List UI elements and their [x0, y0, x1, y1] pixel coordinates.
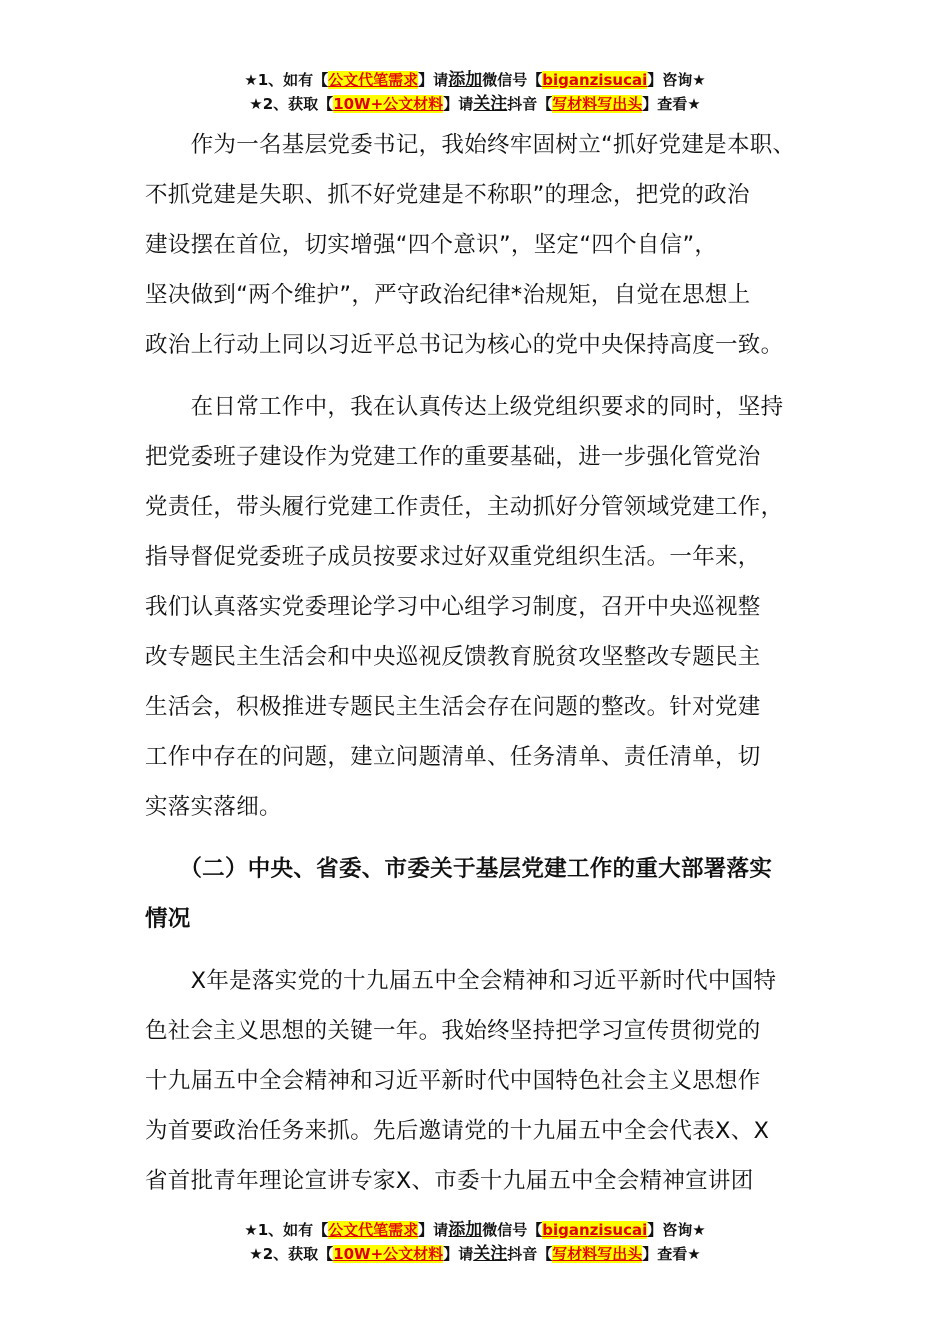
- banner-text: 微信号【: [482, 1221, 543, 1239]
- text-line: 省首批青年理论宣讲专家X、市委十九届五中全会精神宣讲团: [145, 1168, 754, 1194]
- banner-text: 】咨询★: [647, 71, 706, 89]
- banner-text: 】请: [418, 1221, 449, 1239]
- paragraph: [145, 956, 815, 1206]
- banner-highlight: 公文代笔需求: [328, 71, 419, 89]
- header-banner: [0, 68, 950, 116]
- banner-text: ★1、如有【: [244, 1221, 329, 1239]
- banner-text: 】请: [443, 1245, 474, 1263]
- text-line: 党责任，带头履行党建工作责任，主动抓好分管领域党建工作，: [145, 494, 784, 520]
- text-line: 实落实落细。: [145, 794, 282, 820]
- text-line: 把党委班子建设作为党建工作的重要基础，进一步强化管党治: [145, 444, 761, 470]
- paragraph: [145, 382, 815, 832]
- banner-highlight: biganzisucai: [542, 1221, 648, 1239]
- text-line: X年是落实党的十九届五中全会精神和习近平新时代中国特: [145, 968, 777, 994]
- text-line: 改专题民主生活会和中央巡视反馈教育脱贫攻坚整改专题民主: [145, 644, 761, 670]
- text-line: 色社会主义思想的关键一年。我始终坚持把学习宣传贯彻党的: [145, 1018, 761, 1044]
- banner-highlight: 写材料写出头: [552, 1245, 643, 1263]
- banner-emphasis: 关注: [473, 1244, 508, 1264]
- banner-highlight: 写材料写出头: [552, 95, 643, 113]
- banner-text: 】请: [418, 71, 449, 89]
- banner-line-2: [0, 92, 950, 116]
- banner-line-2: [0, 1242, 950, 1266]
- footer-banner: [0, 1218, 950, 1266]
- paragraph: [145, 120, 815, 370]
- text-line: 政治上行动上同以习近平总书记为核心的党中央保持高度一致。: [145, 332, 784, 358]
- banner-text: ★1、如有【: [244, 71, 329, 89]
- banner-line-1: [0, 68, 950, 92]
- banner-emphasis: 添加: [448, 1220, 483, 1240]
- text-line: 不抓党建是失职、抓不好党建是不称职”的理念，把党的政治: [145, 182, 750, 208]
- banner-text: 抖音【: [507, 95, 553, 113]
- text-line: 工作中存在的问题，建立问题清单、任务清单、责任清单，切: [145, 744, 761, 770]
- paragraph-spacing: [145, 832, 815, 844]
- banner-text: ★2、获取【: [249, 95, 334, 113]
- banner-emphasis: 添加: [448, 70, 483, 90]
- banner-highlight: 10W+公文材料: [333, 1245, 444, 1263]
- banner-line-1: [0, 1218, 950, 1242]
- text-line: 为首要政治任务来抓。先后邀请党的十九届五中全会代表X、X: [145, 1118, 770, 1144]
- banner-highlight: 公文代笔需求: [328, 1221, 419, 1239]
- banner-text: 】查看★: [642, 1245, 701, 1263]
- text-line: 在日常工作中，我在认真传达上级党组织要求的同时，坚持: [145, 394, 784, 420]
- paragraph-spacing: [145, 944, 815, 956]
- text-line: 十九届五中全会精神和习近平新时代中国特色社会主义思想作: [145, 1068, 761, 1094]
- text-line: 建设摆在首位，切实增强“四个意识”，坚定“四个自信”，: [145, 232, 718, 258]
- banner-text: 】请: [443, 95, 474, 113]
- banner-highlight: biganzisucai: [542, 71, 648, 89]
- banner-text: 抖音【: [507, 1245, 553, 1263]
- text-line: 坚决做到“两个维护”，严守政治纪律*治规矩，自觉在思想上: [145, 282, 751, 308]
- banner-text: 】咨询★: [647, 1221, 706, 1239]
- paragraph-spacing: [145, 370, 815, 382]
- text-line: 指导督促党委班子成员按要求过好双重党组织生活。一年来，: [145, 544, 761, 570]
- text-line: （二）中央、省委、市委关于基层党建工作的重大部署落实: [145, 856, 773, 882]
- banner-text: ★2、获取【: [249, 1245, 334, 1263]
- banner-text: 】查看★: [642, 95, 701, 113]
- text-line: 情况: [145, 906, 191, 932]
- banner-text: 微信号【: [482, 71, 543, 89]
- section-heading: [145, 844, 815, 944]
- text-line: 我们认真落实党委理论学习中心组学习制度，召开中央巡视整: [145, 594, 761, 620]
- banner-emphasis: 关注: [473, 94, 508, 114]
- document-body: [145, 120, 815, 1206]
- text-line: 生活会，积极推进专题民主生活会存在问题的整改。针对党建: [145, 694, 761, 720]
- banner-highlight: 10W+公文材料: [333, 95, 444, 113]
- text-line: 作为一名基层党委书记，我始终牢固树立“抓好党建是本职、: [145, 132, 796, 158]
